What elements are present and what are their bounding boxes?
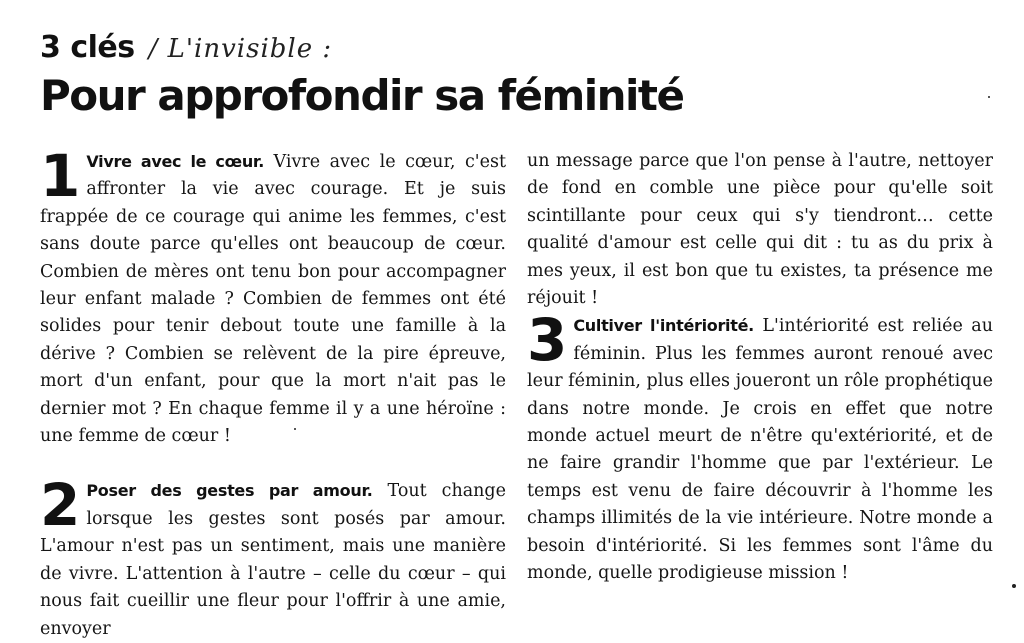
handwritten-note: / L'invisible :: [148, 34, 333, 64]
scan-speck: [988, 96, 990, 98]
section-number: 1: [40, 142, 81, 210]
column-left: [40, 142, 506, 643]
section-heading: Poser des gestes par amour.: [86, 481, 373, 501]
section-1: [40, 142, 506, 450]
article-title: Pour approfondir sa féminité: [40, 71, 684, 120]
section-text: Vivre avec le cœur, c'est affronter la vie avec courage. Et je suis frappée de ce courage qui anime les femmes, c'est sans doute parce qu'elles ont beaucoup de cœur. Combien de mères ont tenu bon pour accompagner leur enfant malade ? Combien de femmes ont été solides pour tenir debout toute une famille à la dérive ? Combien se relèvent de la pire épreuve, mort d'un enfant, pour que la mort n'ait pas le dernier mot ? En chaque femme il y a une héroïne : une femme de cœur !: [40, 152, 506, 447]
section-heading: Cultiver l'intériorité.: [573, 316, 754, 336]
scan-speck: [294, 428, 296, 430]
section-3: [527, 306, 993, 587]
section-number: 3: [527, 306, 568, 375]
scan-speck: [1012, 584, 1016, 588]
section-number: 2: [40, 471, 81, 540]
kicker: [40, 30, 332, 70]
section-2: [40, 471, 506, 642]
section-text: Tout change lorsque les gestes sont posés par amour. L'amour n'est pas un sentiment, mais une manière de vivre. L'attention à l'autre – celle du cœur – qui nous fait cueillir une fleur pour l'offrir à une amie, envoyer: [40, 481, 506, 639]
column-right: [527, 148, 993, 588]
section-heading: Vivre avec le cœur.: [86, 152, 264, 171]
section-2-continuation: un message parce que l'on pense à l'autre, nettoyer de fond en comble une pièce pour qu'elle soit scintillante pour ceux qui s'y tiendront… cette qualité d'amour est celle qui dit : tu as du prix à mes yeux, il est bon que tu existes, ta présence me réjouit !: [527, 151, 993, 309]
kicker-label: 3 clés: [40, 30, 135, 65]
section-text: L'intériorité est reliée au féminin. Plus les femmes auront renoué avec leur féminin, plus elles joueront un rôle prophétique dans notre monde. Je crois en effet que notre monde actuel meurt de n'être qu'extériorité, et de ne faire grandir l'homme que par l'extérieur. Le temps est venu de faire découvrir à l'homme les champs illimités de la vie intérieure. Notre monde a besoin d'intériorité. Si les femmes sont l'âme du monde, quelle prodigieuse mission !: [527, 316, 993, 584]
